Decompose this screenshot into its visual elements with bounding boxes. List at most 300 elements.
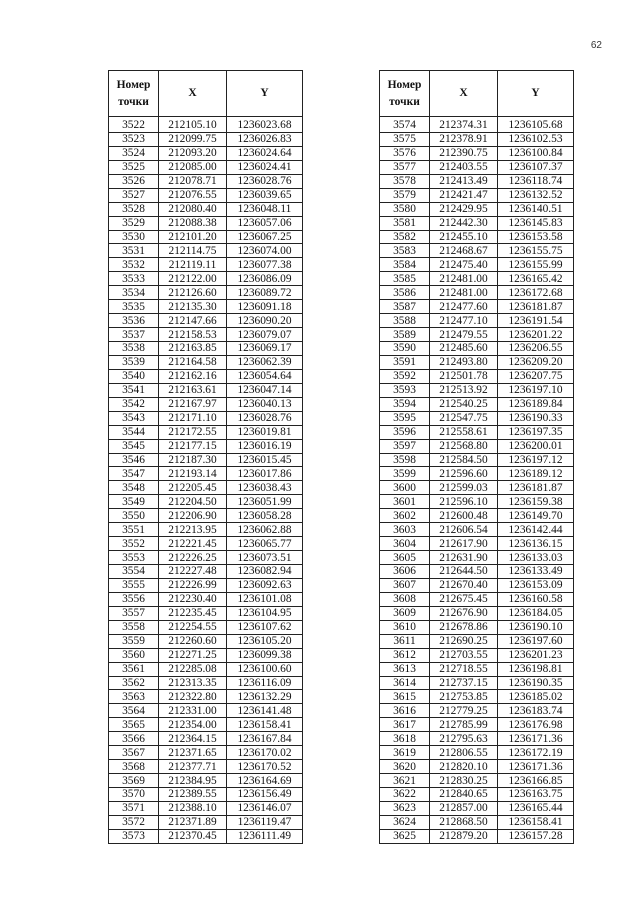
- y-coordinate-cell: 1236155.75: [498, 244, 574, 258]
- y-coordinate-cell: 1236073.51: [227, 551, 303, 565]
- table-row: [380, 537, 574, 551]
- point-number-cell: 3551: [109, 523, 159, 537]
- point-number-cell: 3566: [109, 732, 159, 746]
- x-coordinate-cell: 212403.55: [430, 160, 498, 174]
- point-number-cell: 3602: [380, 509, 430, 523]
- y-coordinate-cell: 1236028.76: [227, 411, 303, 425]
- point-number-cell: 3590: [380, 342, 430, 356]
- table-row: [109, 314, 303, 328]
- table-row: [380, 300, 574, 314]
- x-coordinate-cell: 212584.50: [430, 453, 498, 467]
- table-row: [380, 788, 574, 802]
- table-row: [380, 439, 574, 453]
- point-number-cell: 3582: [380, 230, 430, 244]
- table-row: [380, 230, 574, 244]
- point-number-cell: 3601: [380, 495, 430, 509]
- table-row: [380, 774, 574, 788]
- table-row: [109, 230, 303, 244]
- x-coordinate-cell: 212193.14: [159, 467, 227, 481]
- y-coordinate-cell: 1236197.60: [498, 634, 574, 648]
- x-coordinate-cell: 212421.47: [430, 188, 498, 202]
- x-coordinate-cell: 212114.75: [159, 244, 227, 258]
- point-number-cell: 3523: [109, 132, 159, 146]
- table-row: [380, 202, 574, 216]
- point-number-cell: 3535: [109, 300, 159, 314]
- y-coordinate-cell: 1236105.20: [227, 634, 303, 648]
- y-coordinate-cell: 1236102.53: [498, 132, 574, 146]
- table-row: [380, 578, 574, 592]
- x-coordinate-cell: 212313.35: [159, 676, 227, 690]
- point-number-cell: 3577: [380, 160, 430, 174]
- x-coordinate-cell: 212501.78: [430, 369, 498, 383]
- y-coordinate-cell: 1236133.03: [498, 551, 574, 565]
- y-coordinate-cell: 1236189.12: [498, 467, 574, 481]
- point-number-cell: 3534: [109, 286, 159, 300]
- table-row: [109, 774, 303, 788]
- y-coordinate-cell: 1236100.84: [498, 146, 574, 160]
- x-coordinate-cell: 212879.20: [430, 829, 498, 843]
- point-number-cell: 3608: [380, 592, 430, 606]
- table-row: [109, 523, 303, 537]
- y-coordinate-cell: 1236159.38: [498, 495, 574, 509]
- point-number-cell: 3592: [380, 369, 430, 383]
- table-row: [380, 119, 574, 132]
- table-row: [109, 272, 303, 286]
- x-coordinate-cell: 212455.10: [430, 230, 498, 244]
- y-coordinate-cell: 1236170.52: [227, 760, 303, 774]
- y-coordinate-cell: 1236057.06: [227, 216, 303, 230]
- x-coordinate-cell: 212479.55: [430, 328, 498, 342]
- point-number-cell: 3593: [380, 383, 430, 397]
- y-coordinate-cell: 1236079.07: [227, 328, 303, 342]
- x-coordinate-cell: 212370.45: [159, 829, 227, 843]
- x-coordinate-cell: 212540.25: [430, 397, 498, 411]
- x-coordinate-cell: 212187.30: [159, 453, 227, 467]
- y-coordinate-cell: 1236062.88: [227, 523, 303, 537]
- x-coordinate-cell: 212371.65: [159, 746, 227, 760]
- point-number-cell: 3574: [380, 119, 430, 132]
- point-number-cell: 3578: [380, 174, 430, 188]
- table-row: [109, 801, 303, 815]
- point-number-cell: 3564: [109, 704, 159, 718]
- x-coordinate-cell: 212126.60: [159, 286, 227, 300]
- table-row: [109, 732, 303, 746]
- point-number-cell: 3563: [109, 690, 159, 704]
- x-coordinate-cell: 212468.67: [430, 244, 498, 258]
- x-coordinate-cell: 212206.90: [159, 509, 227, 523]
- point-number-cell: 3623: [380, 801, 430, 815]
- x-coordinate-cell: 212093.20: [159, 146, 227, 160]
- point-number-cell: 3531: [109, 244, 159, 258]
- y-coordinate-cell: 1236209.20: [498, 355, 574, 369]
- y-coordinate-cell: 1236017.86: [227, 467, 303, 481]
- x-coordinate-cell: 212080.40: [159, 202, 227, 216]
- point-number-cell: 3621: [380, 774, 430, 788]
- point-number-cell: 3618: [380, 732, 430, 746]
- point-number-cell: 3594: [380, 397, 430, 411]
- x-coordinate-cell: 212442.30: [430, 216, 498, 230]
- table-row: [380, 160, 574, 174]
- header-point-number: [109, 71, 159, 117]
- table-row: [380, 369, 574, 383]
- x-coordinate-cell: 212172.55: [159, 425, 227, 439]
- point-number-cell: 3612: [380, 648, 430, 662]
- point-number-cell: 3543: [109, 411, 159, 425]
- x-coordinate-cell: 212485.60: [430, 342, 498, 356]
- point-number-cell: 3560: [109, 648, 159, 662]
- x-coordinate-cell: 212204.50: [159, 495, 227, 509]
- y-coordinate-cell: 1236047.14: [227, 383, 303, 397]
- header-y: Y: [227, 71, 303, 117]
- y-coordinate-cell: 1236206.55: [498, 342, 574, 356]
- x-coordinate-cell: 212354.00: [159, 718, 227, 732]
- x-coordinate-cell: 212676.90: [430, 606, 498, 620]
- y-coordinate-cell: 1236100.60: [227, 662, 303, 676]
- y-coordinate-cell: 1236142.44: [498, 523, 574, 537]
- table-body-right: [380, 119, 574, 843]
- point-number-cell: 3598: [380, 453, 430, 467]
- table-row: [380, 425, 574, 439]
- point-number-cell: 3556: [109, 592, 159, 606]
- y-coordinate-cell: 1236015.45: [227, 453, 303, 467]
- y-coordinate-cell: 1236158.41: [227, 718, 303, 732]
- y-coordinate-cell: 1236183.74: [498, 704, 574, 718]
- table-row: [109, 467, 303, 481]
- y-coordinate-cell: 1236171.36: [498, 732, 574, 746]
- y-coordinate-cell: 1236160.58: [498, 592, 574, 606]
- point-number-cell: 3549: [109, 495, 159, 509]
- x-coordinate-cell: 212226.25: [159, 551, 227, 565]
- y-coordinate-cell: 1236107.37: [498, 160, 574, 174]
- x-coordinate-cell: 212364.15: [159, 732, 227, 746]
- table-row: [380, 411, 574, 425]
- y-coordinate-cell: 1236190.35: [498, 676, 574, 690]
- point-number-cell: 3555: [109, 578, 159, 592]
- point-number-cell: 3561: [109, 662, 159, 676]
- table-row: [380, 328, 574, 342]
- table-row: [380, 355, 574, 369]
- y-coordinate-cell: 1236190.10: [498, 620, 574, 634]
- x-coordinate-cell: 212753.85: [430, 690, 498, 704]
- table-row: [109, 676, 303, 690]
- point-number-cell: 3600: [380, 481, 430, 495]
- point-number-cell: 3613: [380, 662, 430, 676]
- x-coordinate-cell: 212481.00: [430, 286, 498, 300]
- y-coordinate-cell: 1236023.68: [227, 119, 303, 132]
- header-point-number: [380, 71, 430, 117]
- point-number-cell: 3603: [380, 523, 430, 537]
- x-coordinate-cell: 212840.65: [430, 788, 498, 802]
- y-coordinate-cell: 1236091.18: [227, 300, 303, 314]
- point-number-cell: 3607: [380, 578, 430, 592]
- table-row: [380, 272, 574, 286]
- y-coordinate-cell: 1236198.81: [498, 662, 574, 676]
- x-coordinate-cell: 212119.11: [159, 258, 227, 272]
- x-coordinate-cell: 212163.61: [159, 383, 227, 397]
- x-coordinate-cell: 212477.10: [430, 314, 498, 328]
- table-row: [109, 411, 303, 425]
- point-number-cell: 3537: [109, 328, 159, 342]
- y-coordinate-cell: 1236200.01: [498, 439, 574, 453]
- table-row: [380, 244, 574, 258]
- point-number-cell: 3619: [380, 746, 430, 760]
- x-coordinate-cell: 212378.91: [430, 132, 498, 146]
- table-row: [109, 648, 303, 662]
- table-row: [380, 342, 574, 356]
- x-coordinate-cell: 212568.80: [430, 439, 498, 453]
- table-row: [109, 788, 303, 802]
- y-coordinate-cell: 1236146.07: [227, 801, 303, 815]
- x-coordinate-cell: 212331.00: [159, 704, 227, 718]
- table-row: [109, 592, 303, 606]
- table-row: [380, 592, 574, 606]
- x-coordinate-cell: 212377.71: [159, 760, 227, 774]
- point-number-cell: 3575: [380, 132, 430, 146]
- table-row: [380, 606, 574, 620]
- x-coordinate-cell: 212322.80: [159, 690, 227, 704]
- table-row: [109, 355, 303, 369]
- point-number-cell: 3597: [380, 439, 430, 453]
- y-coordinate-cell: 1236133.49: [498, 565, 574, 579]
- table-row: [380, 760, 574, 774]
- x-coordinate-cell: 212171.10: [159, 411, 227, 425]
- point-number-cell: 3567: [109, 746, 159, 760]
- y-coordinate-cell: 1236090.20: [227, 314, 303, 328]
- point-number-cell: 3554: [109, 565, 159, 579]
- y-coordinate-cell: 1236136.15: [498, 537, 574, 551]
- y-coordinate-cell: 1236028.76: [227, 174, 303, 188]
- table-row: [109, 551, 303, 565]
- point-number-cell: 3583: [380, 244, 430, 258]
- point-number-cell: 3536: [109, 314, 159, 328]
- y-coordinate-cell: 1236074.00: [227, 244, 303, 258]
- table-row: [109, 146, 303, 160]
- table-row: [380, 132, 574, 146]
- table-row: [380, 495, 574, 509]
- x-coordinate-cell: 212795.63: [430, 732, 498, 746]
- table-row: [109, 174, 303, 188]
- x-coordinate-cell: 212099.75: [159, 132, 227, 146]
- y-coordinate-cell: 1236069.17: [227, 342, 303, 356]
- x-coordinate-cell: 212177.15: [159, 439, 227, 453]
- y-coordinate-cell: 1236039.65: [227, 188, 303, 202]
- table-row: [380, 732, 574, 746]
- point-number-cell: 3565: [109, 718, 159, 732]
- point-number-cell: 3530: [109, 230, 159, 244]
- x-coordinate-cell: 212122.00: [159, 272, 227, 286]
- table-row: [380, 620, 574, 634]
- x-coordinate-cell: 212162.16: [159, 369, 227, 383]
- table-row: [380, 801, 574, 815]
- x-coordinate-cell: 212371.89: [159, 815, 227, 829]
- table-row: [380, 188, 574, 202]
- y-coordinate-cell: 1236067.25: [227, 230, 303, 244]
- x-coordinate-cell: 212227.48: [159, 565, 227, 579]
- y-coordinate-cell: 1236181.87: [498, 481, 574, 495]
- point-number-cell: 3609: [380, 606, 430, 620]
- table-row: [380, 146, 574, 160]
- point-number-cell: 3542: [109, 397, 159, 411]
- x-coordinate-cell: 212644.50: [430, 565, 498, 579]
- table-row: [109, 509, 303, 523]
- point-number-cell: 3615: [380, 690, 430, 704]
- y-coordinate-cell: 1236092.63: [227, 578, 303, 592]
- point-number-cell: 3546: [109, 453, 159, 467]
- x-coordinate-cell: 212213.95: [159, 523, 227, 537]
- y-coordinate-cell: 1236164.69: [227, 774, 303, 788]
- x-coordinate-cell: 212617.90: [430, 537, 498, 551]
- point-number-cell: 3557: [109, 606, 159, 620]
- y-coordinate-cell: 1236189.84: [498, 397, 574, 411]
- x-coordinate-cell: 212558.61: [430, 425, 498, 439]
- y-coordinate-cell: 1236185.02: [498, 690, 574, 704]
- point-number-cell: 3586: [380, 286, 430, 300]
- point-number-cell: 3522: [109, 119, 159, 132]
- y-coordinate-cell: 1236058.28: [227, 509, 303, 523]
- point-number-cell: 3539: [109, 355, 159, 369]
- x-coordinate-cell: 212600.48: [430, 509, 498, 523]
- y-coordinate-cell: 1236111.49: [227, 829, 303, 843]
- table-row: [380, 174, 574, 188]
- table-row: [109, 634, 303, 648]
- table-row: [380, 565, 574, 579]
- table-row: [109, 202, 303, 216]
- point-number-cell: 3573: [109, 829, 159, 843]
- header-x: X: [159, 71, 227, 117]
- table-row: [109, 537, 303, 551]
- y-coordinate-cell: 1236197.35: [498, 425, 574, 439]
- table-row: [380, 704, 574, 718]
- x-coordinate-cell: 212596.60: [430, 467, 498, 481]
- y-coordinate-cell: 1236082.94: [227, 565, 303, 579]
- point-number-cell: 3559: [109, 634, 159, 648]
- table-row: [109, 132, 303, 146]
- table-row: [109, 815, 303, 829]
- table-row: [380, 648, 574, 662]
- point-number-cell: 3552: [109, 537, 159, 551]
- table-row: [380, 286, 574, 300]
- y-coordinate-cell: 1236065.77: [227, 537, 303, 551]
- table-row: [109, 746, 303, 760]
- table-row: [380, 551, 574, 565]
- point-number-cell: 3547: [109, 467, 159, 481]
- point-number-cell: 3532: [109, 258, 159, 272]
- y-coordinate-cell: 1236024.41: [227, 160, 303, 174]
- header-point-number-line2: точки: [118, 95, 149, 108]
- x-coordinate-cell: 212606.54: [430, 523, 498, 537]
- table-row: [380, 453, 574, 467]
- point-number-cell: 3579: [380, 188, 430, 202]
- point-number-cell: 3595: [380, 411, 430, 425]
- x-coordinate-cell: 212830.25: [430, 774, 498, 788]
- table-row: [109, 690, 303, 704]
- y-coordinate-cell: 1236171.36: [498, 760, 574, 774]
- point-number-cell: 3553: [109, 551, 159, 565]
- y-coordinate-cell: 1236197.12: [498, 453, 574, 467]
- y-coordinate-cell: 1236157.28: [498, 829, 574, 843]
- x-coordinate-cell: 212388.10: [159, 801, 227, 815]
- table-row: [109, 258, 303, 272]
- table-row: [109, 495, 303, 509]
- table-row: [109, 216, 303, 230]
- table-row: [109, 578, 303, 592]
- x-coordinate-cell: 212235.45: [159, 606, 227, 620]
- point-number-cell: 3568: [109, 760, 159, 774]
- point-number-cell: 3604: [380, 537, 430, 551]
- x-coordinate-cell: 212221.45: [159, 537, 227, 551]
- x-coordinate-cell: 212429.95: [430, 202, 498, 216]
- table-row: [109, 481, 303, 495]
- x-coordinate-cell: 212105.10: [159, 119, 227, 132]
- x-coordinate-cell: 212374.31: [430, 119, 498, 132]
- y-coordinate-cell: 1236172.19: [498, 746, 574, 760]
- header-point-number-line2: точки: [389, 95, 420, 108]
- table-row: [380, 676, 574, 690]
- point-number-cell: 3596: [380, 425, 430, 439]
- x-coordinate-cell: 212703.55: [430, 648, 498, 662]
- x-coordinate-cell: 212868.50: [430, 815, 498, 829]
- table-row: [109, 439, 303, 453]
- point-number-cell: 3599: [380, 467, 430, 481]
- point-number-cell: 3562: [109, 676, 159, 690]
- x-coordinate-cell: 212076.55: [159, 188, 227, 202]
- table-row: [109, 244, 303, 258]
- y-coordinate-cell: 1236119.47: [227, 815, 303, 829]
- y-coordinate-cell: 1236165.42: [498, 272, 574, 286]
- table-row: [109, 160, 303, 174]
- point-number-cell: 3625: [380, 829, 430, 843]
- table-row: [380, 467, 574, 481]
- x-coordinate-cell: 212088.38: [159, 216, 227, 230]
- table-row: [380, 481, 574, 495]
- x-coordinate-cell: 212547.75: [430, 411, 498, 425]
- point-number-cell: 3589: [380, 328, 430, 342]
- table-row: [109, 369, 303, 383]
- x-coordinate-cell: 212147.66: [159, 314, 227, 328]
- y-coordinate-cell: 1236207.75: [498, 369, 574, 383]
- y-coordinate-cell: 1236153.58: [498, 230, 574, 244]
- x-coordinate-cell: 212230.40: [159, 592, 227, 606]
- y-coordinate-cell: 1236107.62: [227, 620, 303, 634]
- y-coordinate-cell: 1236089.72: [227, 286, 303, 300]
- x-coordinate-cell: 212078.71: [159, 174, 227, 188]
- y-coordinate-cell: 1236140.51: [498, 202, 574, 216]
- x-coordinate-cell: 212718.55: [430, 662, 498, 676]
- y-coordinate-cell: 1236086.09: [227, 272, 303, 286]
- y-coordinate-cell: 1236172.68: [498, 286, 574, 300]
- y-coordinate-cell: 1236170.02: [227, 746, 303, 760]
- y-coordinate-cell: 1236145.83: [498, 216, 574, 230]
- y-coordinate-cell: 1236165.44: [498, 801, 574, 815]
- point-number-cell: 3529: [109, 216, 159, 230]
- table-row: [109, 397, 303, 411]
- x-coordinate-cell: 212205.45: [159, 481, 227, 495]
- x-coordinate-cell: 212670.40: [430, 578, 498, 592]
- table-row: [380, 690, 574, 704]
- point-number-cell: 3616: [380, 704, 430, 718]
- point-number-cell: 3624: [380, 815, 430, 829]
- x-coordinate-cell: 212493.80: [430, 355, 498, 369]
- point-number-cell: 3581: [380, 216, 430, 230]
- point-number-cell: 3528: [109, 202, 159, 216]
- y-coordinate-cell: 1236190.33: [498, 411, 574, 425]
- x-coordinate-cell: 212513.92: [430, 383, 498, 397]
- point-number-cell: 3611: [380, 634, 430, 648]
- table-row: [109, 829, 303, 843]
- point-number-cell: 3614: [380, 676, 430, 690]
- point-number-cell: 3558: [109, 620, 159, 634]
- table-row: [109, 704, 303, 718]
